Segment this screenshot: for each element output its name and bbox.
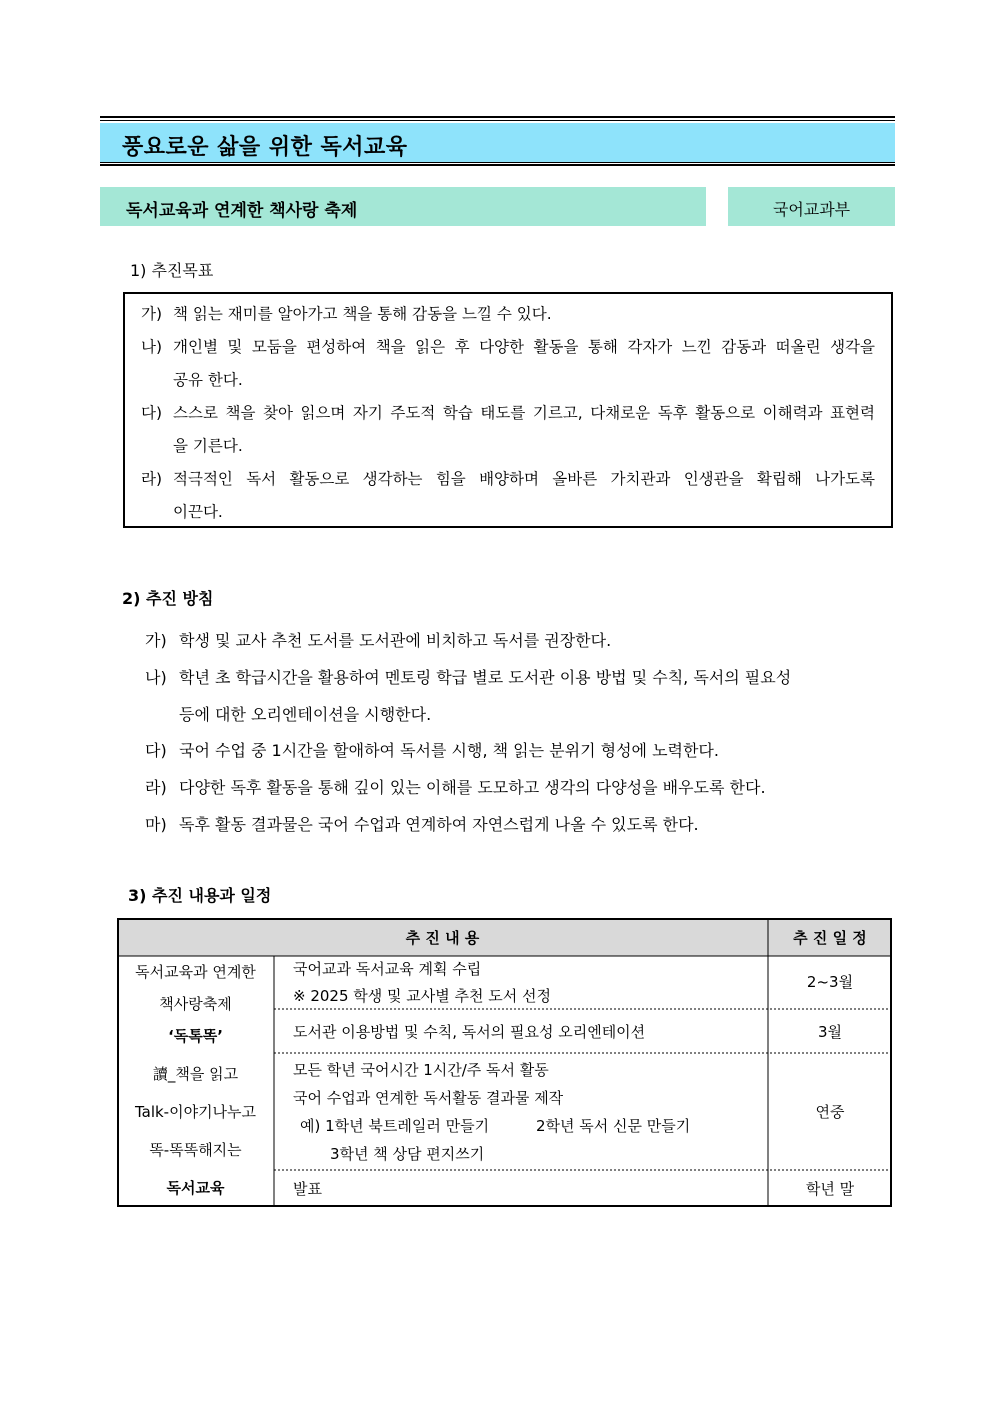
row-content-line: 3학년 책 상담 편지쓰기 xyxy=(330,1145,485,1163)
left-label-line: Talk-이야기나누고 xyxy=(134,1103,257,1121)
left-label-line: 똑-똑똑해지는 xyxy=(149,1141,242,1159)
goals-box xyxy=(123,292,893,528)
row-content-line: 국어교과 독서교육 계획 수립 xyxy=(293,960,482,978)
left-label-line: 독서교육과 연계한 xyxy=(135,963,256,981)
policy-item: 나) 학년 초 학급시간을 활용하여 멘토링 학급 별로 도서관 이용 방법 및 수칙, 독서의 필요성 xyxy=(145,668,792,687)
row-date: 3월 xyxy=(817,1023,843,1041)
policy-item: 가) 학생 및 교사 추천 도서를 도서관에 비치하고 독서를 권장한다. xyxy=(145,631,612,650)
row-date: 연중 xyxy=(815,1103,845,1121)
header-content: 추 진 내 용 xyxy=(405,929,480,947)
policy-item: 다) 국어 수업 중 1시간을 할애하여 독서를 시행, 책 읽는 분위기 형성에 노력한다. xyxy=(145,741,719,760)
goals-heading: 1) 추진목표 xyxy=(130,261,214,280)
policy-item: 라) 다양한 독후 활동을 통해 깊이 있는 이해를 도모하고 생각의 다양성을 배우도록 한다. xyxy=(145,778,766,797)
policy-item: 마) 독후 활동 결과물은 국어 수업과 연계하여 자연스럽게 나올 수 있도록 한다. xyxy=(145,815,699,834)
goal-item: 나) 개인별 및 모둠을 편성하여 책을 읽은 후 다양한 활동을 통해 각자가 느낀 감동과 떠올린 생각을 xyxy=(141,338,875,356)
goal-item: 다) 스스로 책을 찾아 읽으며 자기 주도적 학습 태도를 기르고, 다채로운 독후 활동으로 이해력과 표현력 xyxy=(141,404,875,422)
schedule-table xyxy=(117,918,892,1207)
left-label-line: 책사랑축제 xyxy=(159,995,232,1013)
department-box xyxy=(728,187,895,226)
row-content-line: 모든 학년 국어시간 1시간/주 독서 활동 xyxy=(293,1061,549,1079)
row-content-line: ※ 2025 학생 및 교사별 추천 도서 선정 xyxy=(293,987,551,1005)
department-label: 국어교과부 xyxy=(772,200,851,219)
row-date: 2~3월 xyxy=(806,973,854,991)
row-content-line: 도서관 이용방법 및 수칙, 독서의 필요성 오리엔테이션 xyxy=(293,1023,646,1041)
left-label-line: 讀_책을 읽고 xyxy=(152,1065,239,1083)
goal-item: 가) 책 읽는 재미를 알아가고 책을 통해 감동을 느낄 수 있다. xyxy=(141,305,552,323)
schedule-heading: 3) 추진 내용과 일정 xyxy=(128,886,272,905)
row-content-line: 예) 1학년 북트레일러 만들기 xyxy=(300,1117,490,1135)
row-content-line: 국어 수업과 연계한 독서활동 결과물 제작 xyxy=(293,1089,564,1107)
subheader-title: 독서교육과 연계한 책사랑 축제 xyxy=(126,201,358,221)
policy-item-continued: 등에 대한 오리엔테이션을 시행한다. xyxy=(179,705,432,724)
subheader-title-box xyxy=(100,187,706,226)
header-date: 추 진 일 정 xyxy=(793,929,867,947)
goal-item-continued: 을 기른다. xyxy=(173,437,243,455)
row-content-line: 2학년 독서 신문 만들기 xyxy=(536,1117,691,1135)
row-date: 학년 말 xyxy=(805,1180,855,1198)
left-label-line: ‘독톡똑’ xyxy=(168,1027,223,1045)
goal-item-continued: 이끈다. xyxy=(173,503,223,521)
page-title: 풍요로운 삶을 위한 독서교육 xyxy=(122,135,408,160)
policy-heading: 2) 추진 방침 xyxy=(122,589,214,608)
title-banner xyxy=(100,116,895,168)
goal-item-continued: 공유 한다. xyxy=(173,371,243,389)
left-label-line: 독서교육 xyxy=(166,1179,225,1197)
goal-item: 라) 적극적인 독서 활동으로 생각하는 힘을 배양하며 올바른 가치관과 인생관을 확립해 나가도록 xyxy=(141,470,875,488)
row-content-line: 발표 xyxy=(293,1180,322,1198)
